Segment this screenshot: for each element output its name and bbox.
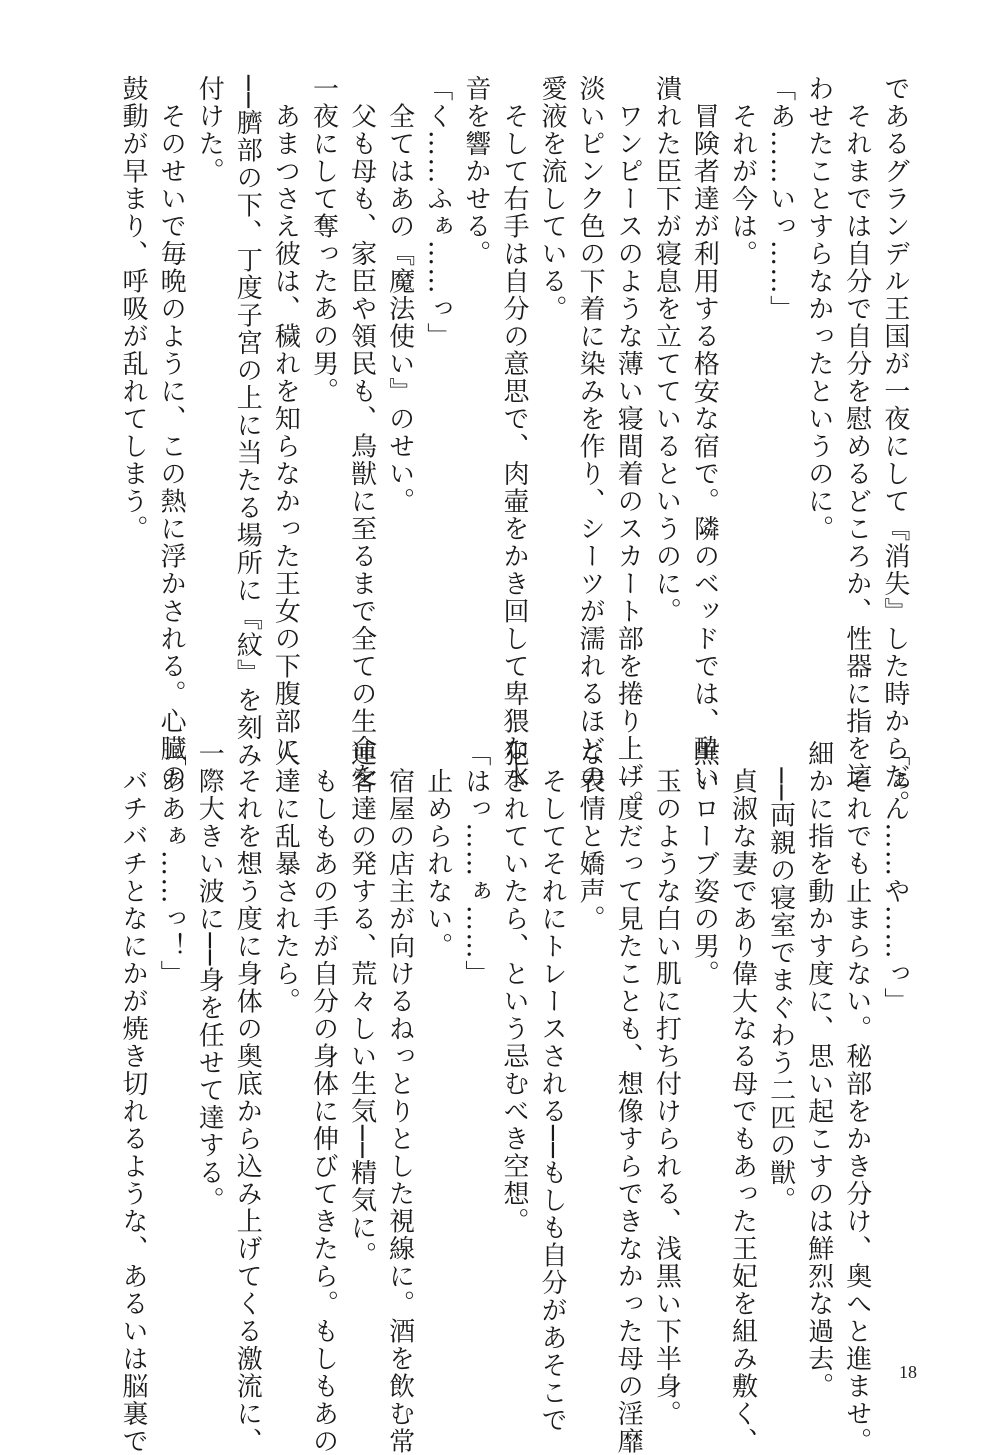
text-line: そして右手は自分の意思で、肉壷をかき回して卑猥な水	[498, 75, 529, 790]
text-line: 全てはあの『魔法使い』のせい。	[384, 75, 415, 515]
text-line: 連客達の発する、荒々しい生気──精気に。	[346, 740, 377, 1270]
text-line: 玉のような白い肌に打ち付けられる、浅黒い下半身。	[651, 740, 682, 1428]
text-line: 犯されていたら、という忌むべき空想。	[498, 740, 529, 1235]
text-line: 貞淑な妻であり偉大なる母でもあった王妃を組み敷く、	[727, 740, 758, 1455]
text-line: 音を響かせる。	[460, 75, 491, 268]
text-line: 冒険者達が利用する格安な宿で。隣のベッドでは、酔い	[689, 75, 720, 790]
text-line: 鼓動が早まり、呼吸が乱れてしまう。	[118, 75, 148, 543]
text-line: ──臍部の下、丁度子宮の上に当たる場所に『紋』を刻み	[232, 75, 263, 770]
text-line: 淡いピンク色の下着に染みを作り、シーツが濡れるほどの	[575, 75, 606, 790]
text-line: 細かに指を動かす度に、思い起こすのは鮮烈な過去。	[803, 740, 834, 1400]
text-line: わせたことすらなかったというのに。	[803, 75, 834, 543]
upper-text-block	[118, 75, 910, 818]
text-line: 「あ……いっ……」	[765, 75, 796, 323]
text-line: それでも止まらない。秘部をかき分け、奥へと進ませ。	[841, 740, 872, 1455]
text-line: 潰れた臣下が寝息を立てているというのに。	[651, 75, 682, 625]
text-line: 「ぁん……や……っ」	[879, 740, 910, 1015]
text-line: であるグランデル王国が一夜にして『消失』した時からだ。	[879, 75, 910, 818]
text-line: そのせいで毎晩のように、この熱に浮かされる。心臓の	[156, 75, 187, 790]
text-line: 黒いローブ姿の男。	[689, 740, 720, 988]
page-number: 18	[899, 1362, 917, 1382]
text-line: それが今は。	[727, 75, 758, 268]
text-line: 付けた。	[194, 75, 225, 185]
text-line: それまでは自分で自分を慰めるどころか、性器に指を這	[841, 75, 872, 790]
text-line: そしてそれにトレースされる──もしも自分があそこで	[537, 740, 568, 1435]
text-line: 一際大きい波に──身を任せて達する。	[194, 740, 225, 1215]
text-line: ワンピースのような薄い寝間着のスカート部を捲り上げ。	[613, 75, 644, 818]
text-line: 「はっ……ぁ……」	[460, 740, 491, 988]
text-line: バチバチとなにかが焼き切れるような、あるいは脳裏で	[118, 740, 148, 1455]
text-line: 一夜にして奪ったあの男。	[308, 75, 339, 405]
text-line: 止められない。	[422, 740, 453, 960]
text-line: あまつさえ彼は、穢れを知らなかった王女の下腹部に	[270, 75, 301, 763]
text-line: それを想う度に身体の奥底から込み上げてくる激流に、	[232, 740, 263, 1455]
text-line: 宿屋の店主が向けるねっとりとした視線に。酒を飲む常	[384, 740, 415, 1455]
text-line: 「く……ふぁ……っ」	[422, 75, 453, 350]
text-line: 一度だって見たことも、想像すらできなかった母の淫靡	[613, 740, 644, 1455]
text-line: 人達に乱暴されたら。	[270, 740, 301, 1015]
text-line: 父も母も、家臣や領民も、鳥獣に至るまで全ての生命を	[346, 75, 377, 790]
text-line: もしもあの手が自分の身体に伸びてきたら。もしもあの	[308, 740, 339, 1455]
text-line: 愛液を流している。	[537, 75, 568, 323]
text-line: 「ああぁ……っ！」	[156, 740, 187, 988]
text-line: な表情と嬌声。	[575, 740, 606, 933]
text-line: ──両親の寝室でまぐわう二匹の獣。	[765, 740, 796, 1215]
